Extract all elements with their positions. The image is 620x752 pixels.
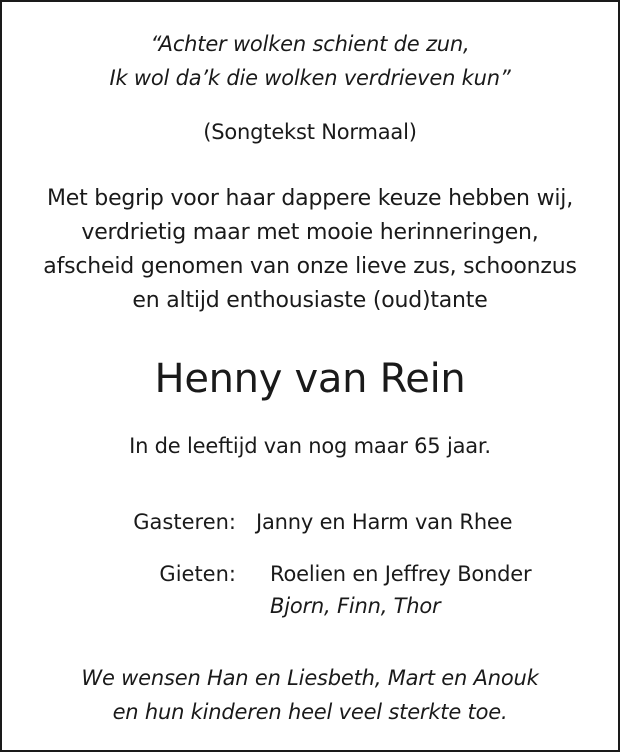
quote-line-2: Ik wol da’k die wolken verdrieven kun” xyxy=(109,66,511,90)
family-place-gasteren: Gasteren: xyxy=(133,510,236,534)
family-names-gieten: Roelien en Jeffrey Bonder xyxy=(270,562,532,586)
family-names-gasteren: Janny en Harm van Rhee xyxy=(256,510,513,534)
intro-line-2: verdrietig maar met mooie herinneringen, xyxy=(81,220,539,245)
deceased-name: Henny van Rein xyxy=(154,356,466,402)
quote-source: (Songtekst Normaal) xyxy=(203,120,417,144)
family-place-gieten: Gieten: xyxy=(159,562,236,586)
intro-line-1: Met begrip voor haar dappere keuze hebben wij, xyxy=(46,186,574,211)
intro-line-4: en altijd enthousiaste (oud)tante xyxy=(132,288,488,313)
closing-line-1: We wensen Han en Liesbeth, Mart en Anouk xyxy=(81,666,539,690)
intro-line-3: afscheid genomen van onze lieve zus, schoonzus xyxy=(43,254,577,279)
family-children-gieten: Bjorn, Finn, Thor xyxy=(270,594,441,618)
age-line: In de leeftijd van nog maar 65 jaar. xyxy=(129,434,491,458)
quote-line-1: “Achter wolken schient de zun, xyxy=(150,32,470,56)
closing-line-2: en hun kinderen heel veel sterkte toe. xyxy=(112,700,508,724)
